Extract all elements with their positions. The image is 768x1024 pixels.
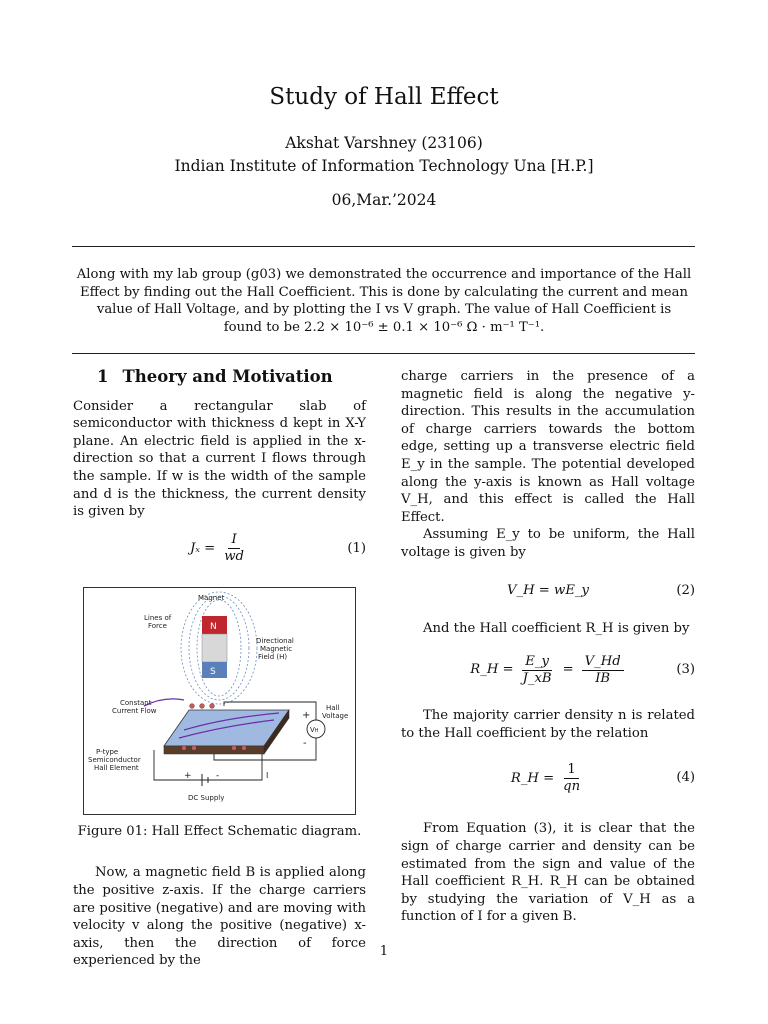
eq4-number: (4) xyxy=(676,770,695,786)
eq3-f2-denominator: IB xyxy=(595,670,611,686)
eq3-fraction-1 xyxy=(520,654,555,687)
eq1-numerator: I xyxy=(228,532,239,549)
equation-1 xyxy=(73,527,366,571)
lines-of-force-label-2: Force xyxy=(148,621,167,630)
contact-2 xyxy=(200,703,205,708)
paragraph-conclusion: From Equation (3), it is clear that the sign of charge carrier and density can be estimated from the sign and value of the Hall coefficient R_H. R_H can be obtained by studying the variation of V_H as a function of I for a given B. xyxy=(401,821,695,925)
section-heading xyxy=(73,368,366,386)
magnet-middle xyxy=(202,634,227,662)
contact-5 xyxy=(192,745,197,750)
paragraph-hall-effect: charge carriers in the presence of a magnetic field is along the negative y-direction. This results in the accumulation of charge carriers towards the bottom edge, setting up a transverse electric field E_y in the sample. The potential developed along the y-axis is known as Hall voltage V_H, and this effect is called the Hall Effect. xyxy=(401,369,695,525)
section-title: Theory and Motivation xyxy=(122,367,333,386)
eq1-lhs: Jₓ = xyxy=(190,540,216,556)
contact-3 xyxy=(210,703,215,708)
paragraph-carrier-density: The majority carrier density n is related to the Hall coefficient by the relation xyxy=(401,708,695,741)
plus-sign-hall: + xyxy=(302,709,311,721)
lines-of-force-label-1: Lines of xyxy=(144,613,172,622)
paragraph-hall-coefficient: And the Hall coefficient R_H is given by xyxy=(423,620,690,636)
paragraph-intro: Consider a rectangular slab of semiconductor with thickness d kept in X-Y plane. An electric field is applied in the x-direction so that a current I flows through the sample. If w is the width of the sample and d is the thickness, the current density is given by xyxy=(73,398,366,520)
equation-2 xyxy=(401,562,695,620)
ptype-label-3: Hall Element xyxy=(94,763,139,772)
contact-7 xyxy=(242,745,247,750)
eq3-f1-denominator: J_xB xyxy=(522,670,552,686)
eq4-lhs: R_H = xyxy=(510,770,555,786)
dc-supply-label: DC Supply xyxy=(188,793,225,802)
date-line: 06,Mar.’2024 xyxy=(331,191,437,209)
eq1-number: (1) xyxy=(347,540,366,556)
hall-voltage-label-2: Voltage xyxy=(322,711,349,720)
figure-hall-schematic xyxy=(83,587,356,815)
directional-label-2: Magnetic xyxy=(260,644,293,653)
minus-sign-supply: - xyxy=(216,770,220,781)
south-label: S xyxy=(210,666,216,677)
abstract-text: Along with my lab group (g03) we demonstrated the occurrence and importance of the Hall Effect by finding out the Hall Coefficient. This is done by calculating the current and mean value of Hall Voltage, and by plotting the I vs V graph. The value of Hall Coefficient is found to be 2.2 × 10⁻⁶ ± 0.1 × 10⁻⁶ Ω · m⁻¹ T⁻¹. xyxy=(76,267,692,335)
eq1-denominator: wd xyxy=(224,549,244,565)
page-number: 1 xyxy=(379,944,389,959)
top-rule xyxy=(72,246,695,247)
contact-6 xyxy=(232,745,237,750)
section-number: 1 xyxy=(97,367,109,386)
eq3-f1-numerator: E_y xyxy=(522,654,552,671)
contact-1 xyxy=(190,703,195,708)
eq3-f2-numerator: V_Hd xyxy=(582,654,624,671)
author-line: Akshat Varshney (23106) xyxy=(285,134,483,152)
eq3-number: (3) xyxy=(676,662,695,678)
minus-sign-hall: - xyxy=(303,737,307,749)
eq2-number: (2) xyxy=(676,582,695,598)
hall-element-front xyxy=(164,746,264,754)
eq2-body: V_H = wE_y xyxy=(506,582,589,598)
eq3-fraction-2 xyxy=(582,654,624,687)
directional-label-3: Field (H) xyxy=(258,652,288,661)
right-column xyxy=(401,368,695,926)
paragraph-uniform-field: Assuming E_y to be uniform, the Hall voltage is given by xyxy=(401,527,695,560)
eq4-numerator: 1 xyxy=(564,762,578,779)
eq4-fraction xyxy=(560,762,583,795)
constant-label-2: Current Flow xyxy=(112,706,157,715)
constant-label-1: Constant xyxy=(120,698,152,707)
eq3-equals: = xyxy=(562,662,574,678)
institution-line: Indian Institute of Information Technology Una [H.P.] xyxy=(174,157,594,175)
contact-4 xyxy=(182,745,187,750)
eq4-denominator: qn xyxy=(563,778,581,794)
figure-caption: Figure 01: Hall Effect Schematic diagram. xyxy=(77,823,362,839)
equation-3 xyxy=(401,637,695,703)
hall-schematic-drawing xyxy=(84,588,355,814)
north-label: N xyxy=(210,621,217,632)
hall-voltage-label-1: Hall xyxy=(326,703,340,712)
plus-sign-supply: + xyxy=(184,770,192,781)
directional-label-1: Directional xyxy=(256,636,294,645)
ptype-label-1: P-type xyxy=(96,747,119,756)
equation-4 xyxy=(401,742,695,814)
eq1-fraction xyxy=(221,532,247,565)
voltmeter-label: VH xyxy=(310,725,319,734)
paper-title: Study of Hall Effect xyxy=(269,84,499,110)
bottom-rule xyxy=(72,353,695,354)
left-column xyxy=(73,368,366,970)
wire-supply xyxy=(154,750,262,780)
magnet-label: Magnet xyxy=(198,593,225,602)
eq3-lhs: R_H = xyxy=(470,662,514,678)
ptype-label-2: Semiconductor xyxy=(88,755,141,764)
paragraph-magnetic-field: Now, a magnetic field B is applied along the positive z-axis. If the charge carriers are positive (negative) and are moving with velocity v along the positive (negative) x-axis, then the direction of force experienced by the xyxy=(73,865,366,969)
current-i-label: I xyxy=(266,770,269,780)
